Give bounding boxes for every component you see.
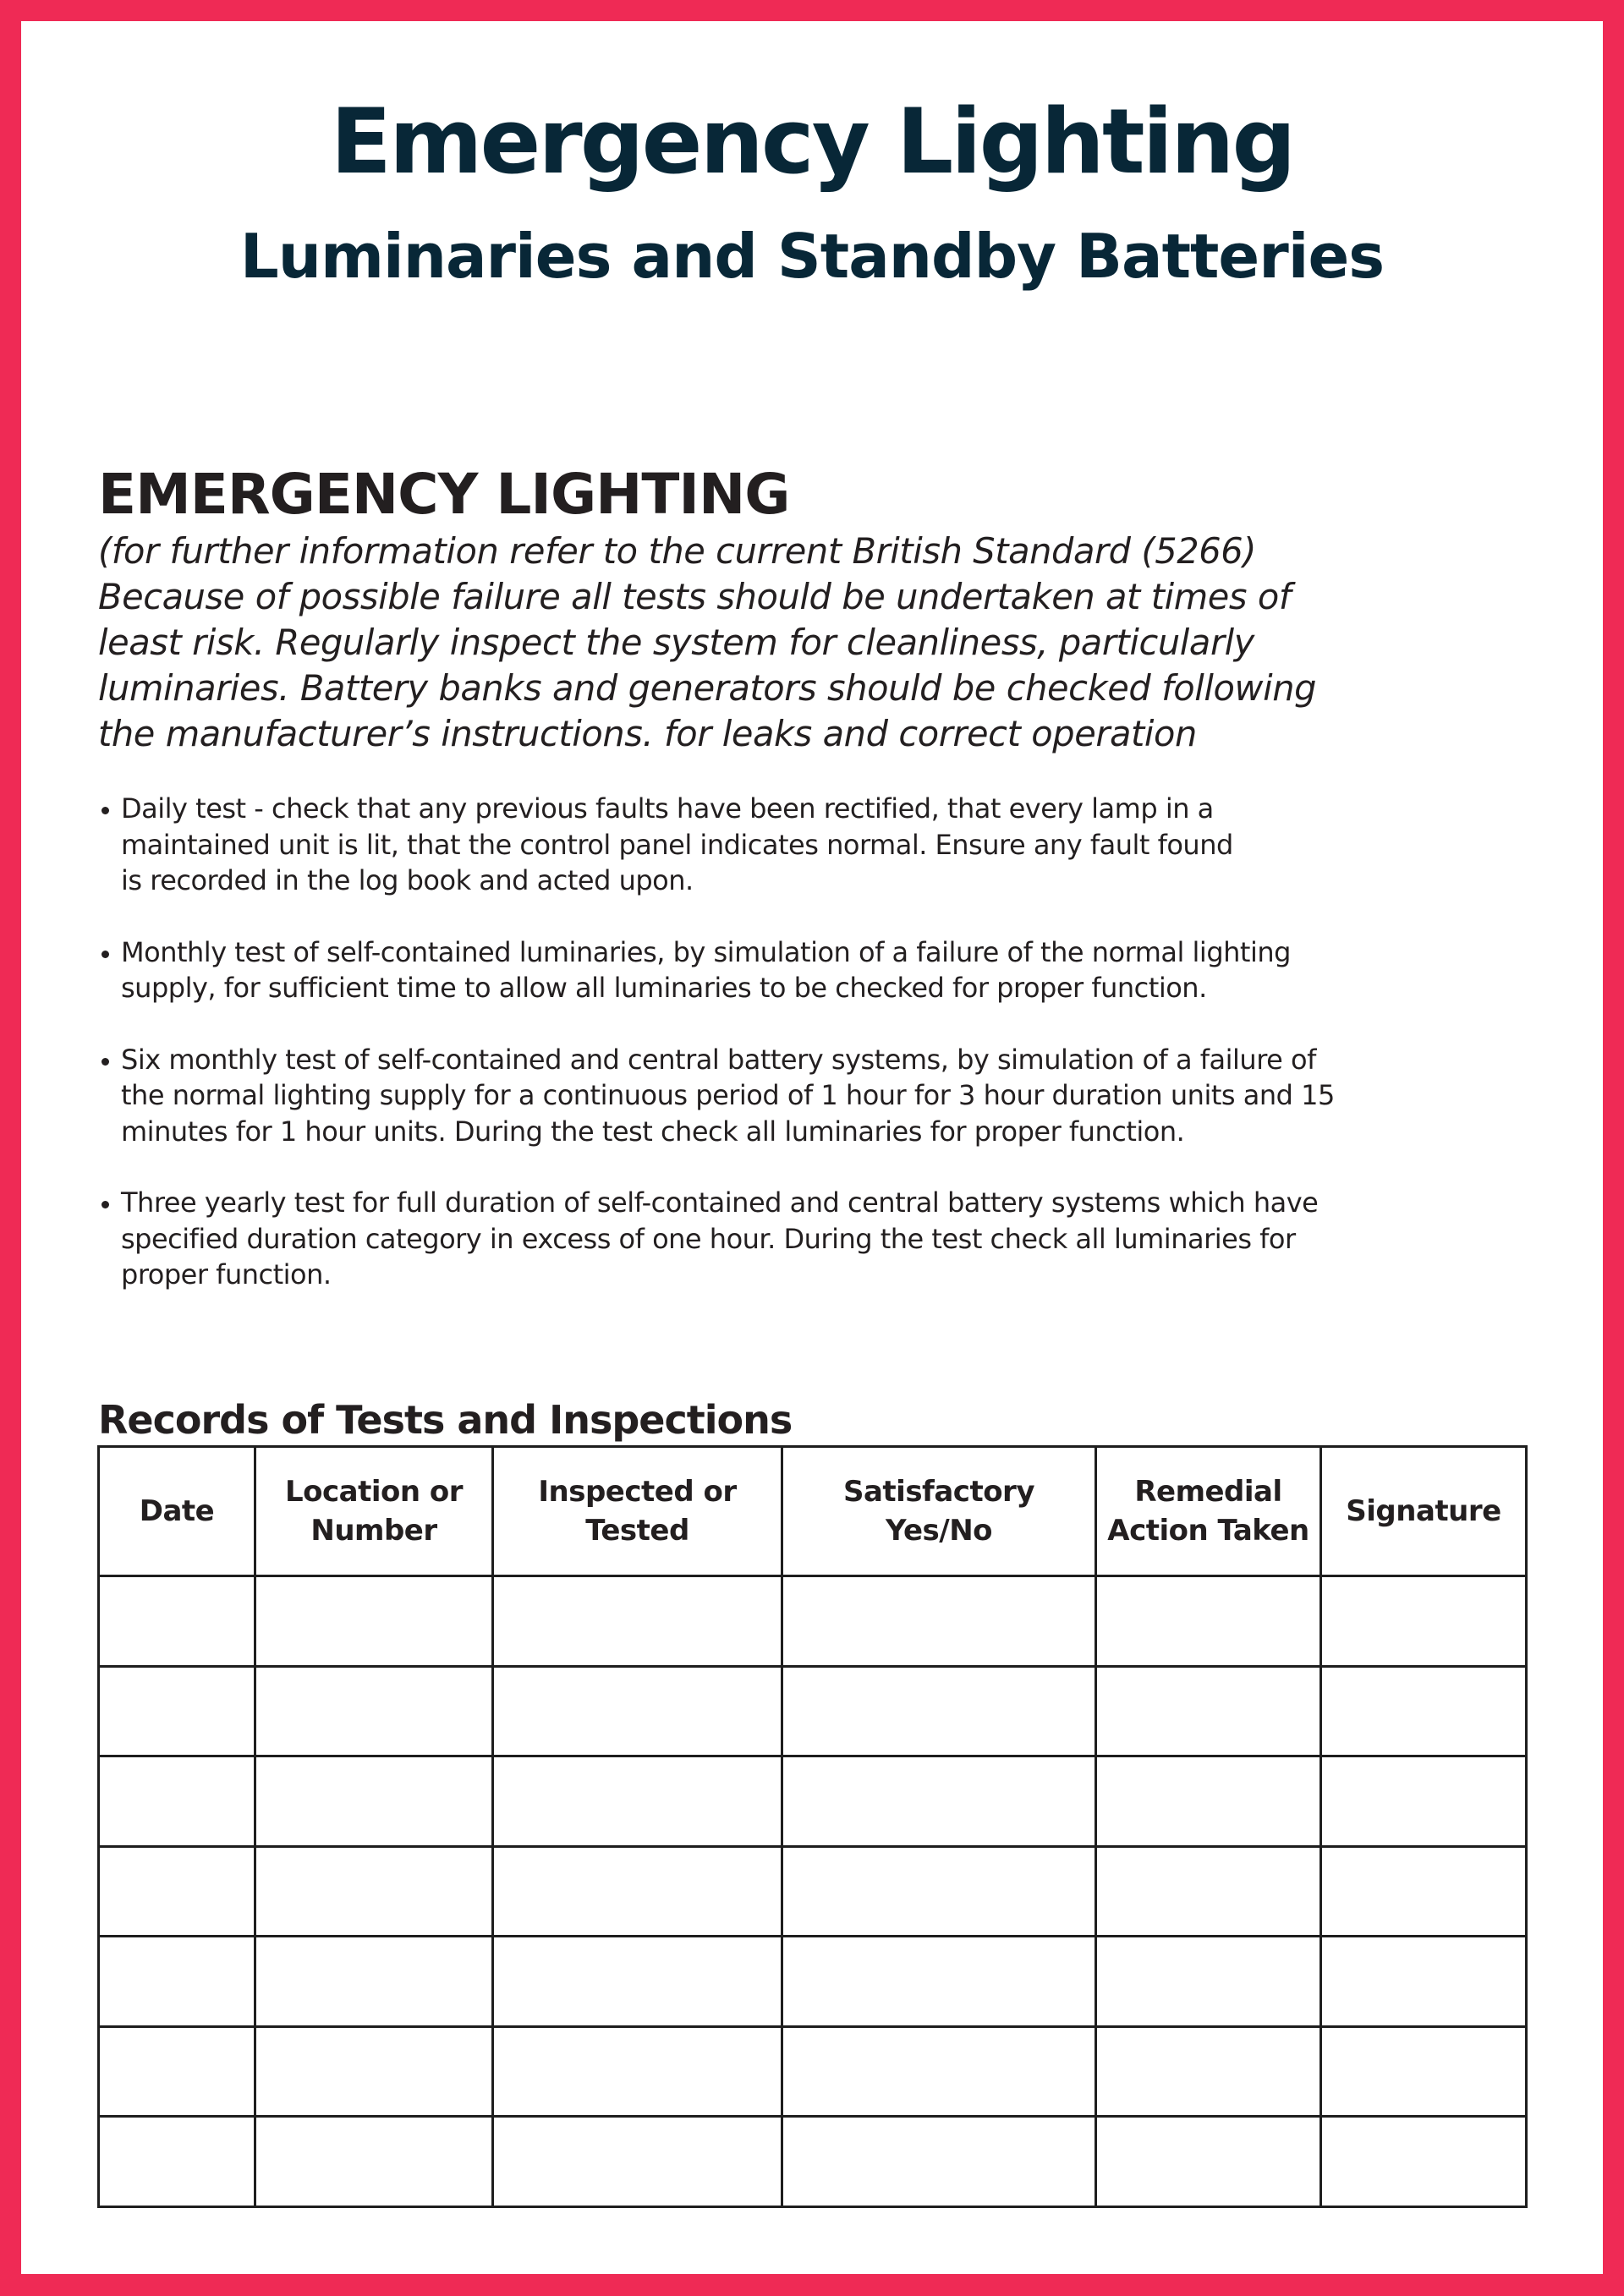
table-row [99, 1666, 1527, 1756]
list-item-line: specified duration category in excess of one hour. During the test check all luminaries for [121, 1222, 1296, 1255]
intro-line: least risk. Regularly inspect the system for cleanliness, particularly [98, 622, 1254, 663]
table-cell-inspected[interactable] [493, 1937, 782, 2027]
table-cell-date[interactable] [99, 1937, 255, 2027]
table-cell-satisfactory[interactable] [782, 1756, 1096, 1847]
table-row [99, 2117, 1527, 2207]
table-cell-satisfactory[interactable] [782, 2117, 1096, 2207]
table-cell-remedial[interactable] [1096, 1937, 1321, 2027]
table-cell-satisfactory[interactable] [782, 1846, 1096, 1937]
table-cell-inspected[interactable] [493, 1846, 782, 1937]
table-row [99, 1756, 1527, 1847]
bullet-icon [102, 807, 109, 814]
list-item-line: Six monthly test of self-contained and central battery systems, by simulation of a failure of [121, 1043, 1316, 1076]
table-cell-signature[interactable] [1321, 2026, 1527, 2117]
test-schedule-list [98, 791, 1553, 1329]
column-header-label: Date [139, 1494, 215, 1528]
list-item-monthly-test [98, 934, 1553, 1006]
table-cell-remedial[interactable] [1096, 2117, 1321, 2207]
list-item-line: is recorded in the log book and acted upon. [121, 864, 694, 896]
table-cell-date[interactable] [99, 1846, 255, 1937]
column-header-label: Action Taken [1107, 1514, 1309, 1548]
bullet-icon [102, 1058, 109, 1066]
table-cell-signature[interactable] [1321, 1666, 1527, 1756]
list-item-line: maintained unit is lit, that the control panel indicates normal. Ensure any fault found [121, 828, 1233, 861]
document-page [21, 21, 1603, 2274]
intro-paragraph [98, 529, 1553, 757]
table-cell-signature[interactable] [1321, 1937, 1527, 2027]
table-cell-satisfactory[interactable] [782, 1937, 1096, 2027]
table-cell-date[interactable] [99, 1756, 255, 1847]
list-item-line: proper function. [121, 1258, 332, 1290]
table-cell-location[interactable] [255, 2026, 493, 2117]
table-cell-date[interactable] [99, 1666, 255, 1756]
list-item-line: minutes for 1 hour units. During the test check all luminaries for proper function. [121, 1115, 1185, 1148]
column-header-label: Number [310, 1514, 437, 1548]
table-row [99, 1846, 1527, 1937]
table-cell-satisfactory[interactable] [782, 1576, 1096, 1667]
table-cell-location[interactable] [255, 1937, 493, 2027]
table-row [99, 1576, 1527, 1667]
column-header-remedial [1096, 1447, 1321, 1576]
table-cell-inspected[interactable] [493, 2117, 782, 2207]
table-cell-inspected[interactable] [493, 1666, 782, 1756]
table-row [99, 2026, 1527, 2117]
table-cell-location[interactable] [255, 1576, 493, 1667]
column-header-label: Location or [284, 1475, 464, 1509]
table-cell-signature[interactable] [1321, 1576, 1527, 1667]
list-item-daily-test [98, 791, 1553, 899]
intro-line: luminaries. Battery banks and generators should be checked following [98, 667, 1317, 709]
table-cell-location[interactable] [255, 2117, 493, 2207]
column-header-label: Remedial [1134, 1475, 1282, 1509]
table-cell-signature[interactable] [1321, 1846, 1527, 1937]
records-table-body [99, 1576, 1527, 2207]
page-subtitle: Luminaries and Standby Batteries [239, 221, 1385, 292]
column-header-location [255, 1447, 493, 1576]
list-item-line: supply, for sufficient time to allow all luminaries to be checked for proper function. [121, 972, 1207, 1004]
table-cell-date[interactable] [99, 2026, 255, 2117]
list-item-line: Three yearly test for full duration of self-contained and central battery systems which have [121, 1186, 1319, 1219]
records-table [97, 1445, 1528, 2208]
table-cell-satisfactory[interactable] [782, 2026, 1096, 2117]
table-cell-remedial[interactable] [1096, 2026, 1321, 2117]
page-title: Emergency Lighting [330, 90, 1294, 194]
column-header-label: Yes/No [885, 1514, 993, 1548]
intro-line: the manufacturer’s instructions. for leaks and correct operation [98, 713, 1197, 754]
table-cell-remedial[interactable] [1096, 1756, 1321, 1847]
table-cell-satisfactory[interactable] [782, 1666, 1096, 1756]
table-cell-location[interactable] [255, 1666, 493, 1756]
table-header-row [99, 1447, 1527, 1576]
intro-line: Because of possible failure all tests should be undertaken at times of [98, 576, 1292, 617]
bullet-icon [102, 951, 109, 958]
list-item-line: Daily test - check that any previous faults have been rectified, that every lamp in a [121, 792, 1214, 825]
table-cell-signature[interactable] [1321, 2117, 1527, 2207]
column-header-label: Satisfactory [842, 1475, 1034, 1509]
table-cell-inspected[interactable] [493, 2026, 782, 2117]
table-cell-remedial[interactable] [1096, 1576, 1321, 1667]
table-row [99, 1937, 1527, 2027]
table-cell-inspected[interactable] [493, 1756, 782, 1847]
table-cell-date[interactable] [99, 1576, 255, 1667]
records-heading: Records of Tests and Inspections [98, 1397, 793, 1443]
column-header-label: Signature [1346, 1494, 1501, 1528]
table-cell-remedial[interactable] [1096, 1846, 1321, 1937]
table-cell-remedial[interactable] [1096, 1666, 1321, 1756]
table-cell-date[interactable] [99, 2117, 255, 2207]
bullet-icon [102, 1201, 109, 1208]
column-header-label: Tested [585, 1514, 689, 1548]
column-header-inspected [493, 1447, 782, 1576]
column-header-date [99, 1447, 255, 1576]
section-heading: EMERGENCY LIGHTING [98, 462, 790, 527]
table-cell-inspected[interactable] [493, 1576, 782, 1667]
column-header-label: Inspected or [538, 1475, 737, 1509]
column-header-satisfactory [782, 1447, 1096, 1576]
list-item-line: Monthly test of self-contained luminaries, by simulation of a failure of the normal lighting [121, 935, 1291, 968]
table-cell-location[interactable] [255, 1846, 493, 1937]
list-item-six-monthly-test [98, 1042, 1553, 1150]
table-cell-signature[interactable] [1321, 1756, 1527, 1847]
intro-line: (for further information refer to the current British Standard (5266) [98, 530, 1256, 572]
table-cell-location[interactable] [255, 1756, 493, 1847]
list-item-three-yearly-test [98, 1185, 1553, 1293]
list-item-line: the normal lighting supply for a continuous period of 1 hour for 3 hour duration units and 15 [121, 1079, 1335, 1111]
column-header-signature [1321, 1447, 1527, 1576]
